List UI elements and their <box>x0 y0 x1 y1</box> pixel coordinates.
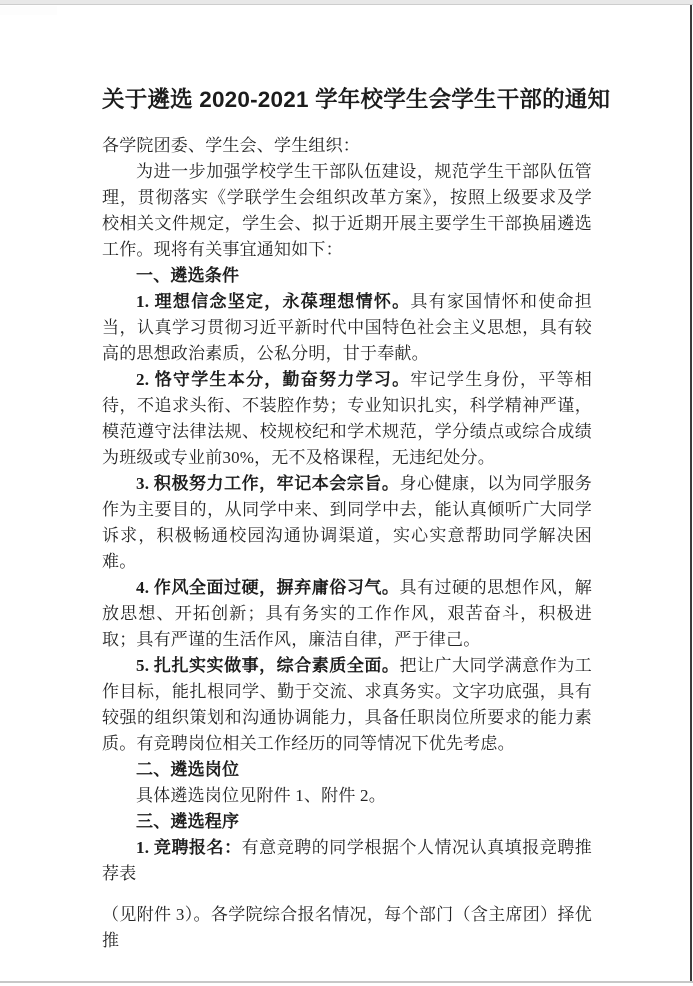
positions-item <box>102 783 592 809</box>
condition-item-2-lead: 2. 恪守学生本分，勤奋努力学习。 <box>136 370 411 389</box>
document-body <box>102 133 592 954</box>
page-bottom-edge <box>0 981 693 983</box>
page-right-edge <box>690 5 692 983</box>
notice-document <box>102 0 611 954</box>
procedure-item-1-lead: 1. 竞聘报名： <box>136 838 242 857</box>
intro-paragraph: 为进一步加强学校学生干部队伍建设，规范学生干部队伍管理，贯彻落实《学联学生会组织改革方案》，按照上级要求及学校相关文件规定，学生会、拟于近期开展主要学生干部换届遴选工作。现将有关事宜通知如下： <box>102 162 592 259</box>
section-heading-positions: 二、遴选岗位 <box>136 760 240 779</box>
page-title: 关于遴选 2020-2021 学年校学生会学生干部的通知 <box>102 87 611 112</box>
condition-item-1-text: 具有家国情怀和使命担当，认真学习贯彻习近平新时代中国特色社会主义思想，具有较高的思想政治素质，公私分明，甘于奉献。 <box>102 292 593 363</box>
section-heading-procedure: 三、遴选程序 <box>136 812 240 831</box>
positions-item-text: 具体遴选岗位见附件 1、附件 2。 <box>136 786 386 805</box>
condition-item-3-lead: 3. 积极努力工作，牢记本会宗旨。 <box>136 474 400 493</box>
condition-item-4-lead: 4. 作风全面过硬，摒弃庸俗习气。 <box>136 578 400 597</box>
condition-item-2 <box>102 367 592 471</box>
condition-item-5-text: 把让广大同学满意作为工作目标，能扎根同学、勤于交流、求真务实。文字功底强，具有较强的组织策划和沟通协调能力，具备任职岗位所要求的能力素质。有竞聘岗位相关工作经历的同等情况下优先考虑。 <box>102 656 592 753</box>
scan-artifact <box>0 6 57 15</box>
condition-item-4 <box>102 575 592 653</box>
salutation: 各学院团委、学生会、学生组织： <box>102 136 360 155</box>
condition-item-3-text: 身心健康，以为同学服务作为主要目的，从同学中来、到同学中去，能认真倾听广大同学诉求，积极畅通校园沟通协调渠道，实心实意帮助同学解决困难。 <box>102 474 592 571</box>
condition-item-5-lead: 5. 扎扎实实做事，综合素质全面。 <box>136 656 400 675</box>
procedure-item-1 <box>102 835 592 887</box>
procedure-item-1-text: 有意竞聘的同学根据个人情况认真填报竞聘推荐表 <box>102 838 593 883</box>
condition-item-1 <box>102 289 592 367</box>
condition-item-5 <box>102 653 592 757</box>
condition-item-4-text: 具有过硬的思想作风，解放思想、开拓创新；具有务实的工作作风，艰苦奋斗，积极进取；具有严谨的生活作风，廉洁自律，严于律己。 <box>102 578 592 649</box>
condition-item-3 <box>102 471 592 575</box>
condition-item-1-lead: 1. 理想信念坚定，永葆理想情怀。 <box>136 292 411 311</box>
condition-item-2-text: 牢记学生身份，平等相待，不追求头衔、不装腔作势；专业知识扎实，科学精神严谨，模范遵守法律法规、校规校纪和学术规范，学分绩点或综合成绩为班级或专业前30%，无不及格课程，无违纪处分。 <box>102 370 593 467</box>
section-heading-conditions: 一、遴选条件 <box>136 266 240 285</box>
continuation-line: （见附件 3）。各学院综合报名情况，每个部门（含主席团）择优推 <box>102 905 592 950</box>
